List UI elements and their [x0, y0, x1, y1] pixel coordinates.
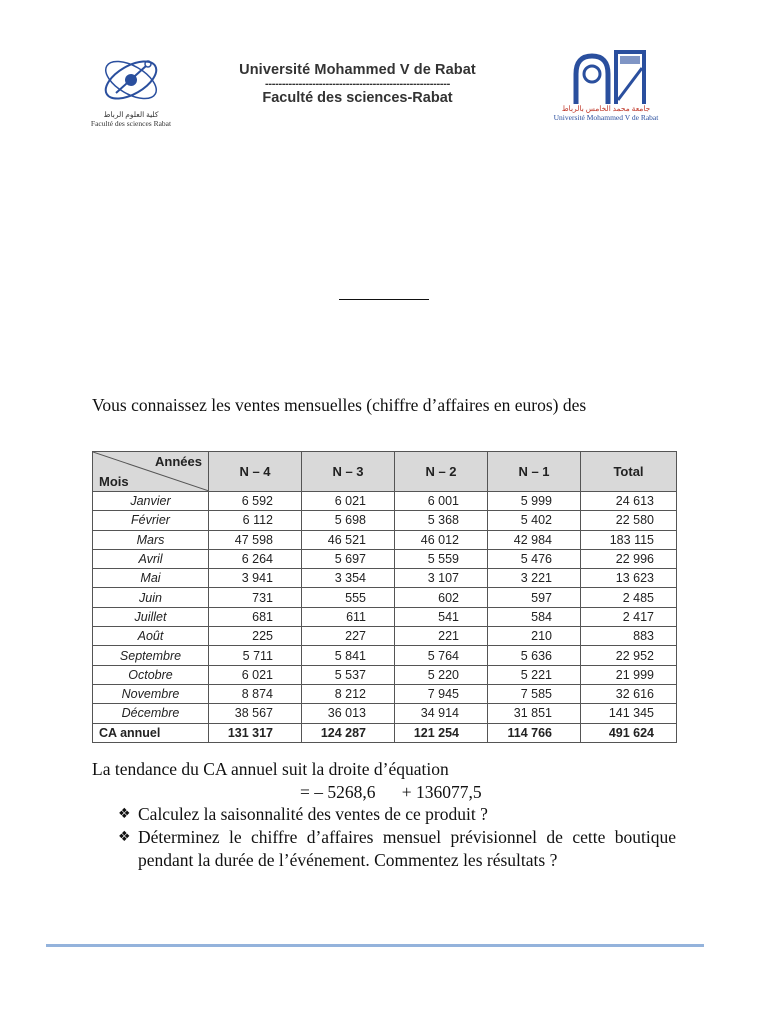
- value-cell: 8 874: [209, 684, 302, 703]
- value-cell: 5 636: [488, 646, 581, 665]
- value-cell: 5 698: [302, 511, 395, 530]
- table-row: [93, 704, 677, 723]
- value-cell: 5 697: [302, 549, 395, 568]
- month-cell: Septembre: [93, 646, 209, 665]
- table-row: [93, 646, 677, 665]
- total-cell: 141 345: [581, 704, 677, 723]
- value-cell: 681: [209, 607, 302, 626]
- value-cell: 46 012: [395, 530, 488, 549]
- value-cell: 114 766: [488, 723, 581, 742]
- question-item: [118, 826, 676, 872]
- value-cell: 3 941: [209, 569, 302, 588]
- value-cell: 3 354: [302, 569, 395, 588]
- table-row: [93, 665, 677, 684]
- table-body: [93, 492, 677, 743]
- faculty-logo-caption-ar: كلية العلوم الرباط: [103, 110, 159, 119]
- total-cell: 32 616: [581, 684, 677, 703]
- value-cell: 541: [395, 607, 488, 626]
- value-cell: 7 945: [395, 684, 488, 703]
- table-row: [93, 511, 677, 530]
- question-text: Déterminez le chiffre d’affaires mensuel prévisionnel de cette boutique pendant la durée de l’événement. Commentez les résultats ?: [138, 827, 676, 870]
- value-cell: 5 476: [488, 549, 581, 568]
- table-row: [93, 607, 677, 626]
- diamond-bullet-icon: ❖: [118, 829, 131, 845]
- column-header: Total: [581, 452, 677, 492]
- month-cell: Décembre: [93, 704, 209, 723]
- column-header: N – 4: [209, 452, 302, 492]
- total-cell: 2 417: [581, 607, 677, 626]
- table-row: [93, 492, 677, 511]
- value-cell: 611: [302, 607, 395, 626]
- value-cell: 225: [209, 627, 302, 646]
- month-cell: Avril: [93, 549, 209, 568]
- value-cell: 227: [302, 627, 395, 646]
- month-cell: Mai: [93, 569, 209, 588]
- month-cell: Juin: [93, 588, 209, 607]
- diamond-bullet-icon: ❖: [118, 806, 131, 822]
- total-cell: 2 485: [581, 588, 677, 607]
- value-cell: 5 764: [395, 646, 488, 665]
- month-cell: Juillet: [93, 607, 209, 626]
- value-cell: 5 841: [302, 646, 395, 665]
- value-cell: 3 107: [395, 569, 488, 588]
- table-row: [93, 569, 677, 588]
- value-cell: 6 021: [209, 665, 302, 684]
- table-corner-cell: [93, 452, 209, 492]
- value-cell: 5 402: [488, 511, 581, 530]
- sales-table-container: [92, 451, 676, 743]
- table-row: [93, 549, 677, 568]
- value-cell: 6 592: [209, 492, 302, 511]
- value-cell: 7 585: [488, 684, 581, 703]
- value-cell: 5 220: [395, 665, 488, 684]
- value-cell: 584: [488, 607, 581, 626]
- value-cell: 555: [302, 588, 395, 607]
- month-cell: Mars: [93, 530, 209, 549]
- value-cell: 5 368: [395, 511, 488, 530]
- faculty-logo-caption-fr: Faculté des sciences Rabat: [90, 119, 172, 128]
- value-cell: 34 914: [395, 704, 488, 723]
- total-label-cell: CA annuel: [93, 723, 209, 742]
- trend-equation: = – 5268,6 + 136077,5: [300, 782, 482, 802]
- total-cell: 491 624: [581, 723, 677, 742]
- total-cell: 13 623: [581, 569, 677, 588]
- faculty-name: Faculté des sciences-Rabat: [262, 90, 453, 106]
- column-header: N – 2: [395, 452, 488, 492]
- total-cell: 21 999: [581, 665, 677, 684]
- value-cell: 121 254: [395, 723, 488, 742]
- table-row: [93, 627, 677, 646]
- total-cell: 183 115: [581, 530, 677, 549]
- value-cell: 5 221: [488, 665, 581, 684]
- university-logo: [540, 44, 672, 134]
- faculty-logo: [88, 48, 174, 138]
- value-cell: 5 999: [488, 492, 581, 511]
- header-title: [205, 62, 510, 106]
- total-cell: 22 996: [581, 549, 677, 568]
- value-cell: 31 851: [488, 704, 581, 723]
- footer-divider: [46, 944, 704, 947]
- title-underline: [339, 299, 429, 300]
- value-cell: 38 567: [209, 704, 302, 723]
- page-header: [0, 40, 768, 140]
- month-cell: Octobre: [93, 665, 209, 684]
- corner-label-years: Années: [155, 454, 202, 469]
- value-cell: 731: [209, 588, 302, 607]
- value-cell: 602: [395, 588, 488, 607]
- value-cell: 46 521: [302, 530, 395, 549]
- table-total-row: [93, 723, 677, 742]
- value-cell: 5 559: [395, 549, 488, 568]
- value-cell: 3 221: [488, 569, 581, 588]
- table-row: [93, 684, 677, 703]
- value-cell: 47 598: [209, 530, 302, 549]
- month-cell: Novembre: [93, 684, 209, 703]
- column-header: N – 3: [302, 452, 395, 492]
- column-header: N – 1: [488, 452, 581, 492]
- sales-table: [92, 451, 677, 743]
- header-separator: -------------------------------------------------------: [265, 78, 450, 90]
- question-list: [118, 803, 676, 872]
- total-cell: 24 613: [581, 492, 677, 511]
- value-cell: 131 317: [209, 723, 302, 742]
- question-text: Calculez la saisonnalité des ventes de ce produit ?: [138, 804, 488, 824]
- value-cell: 36 013: [302, 704, 395, 723]
- month-cell: Février: [93, 511, 209, 530]
- value-cell: 6 264: [209, 549, 302, 568]
- university-name: Université Mohammed V de Rabat: [239, 62, 476, 78]
- university-logo-caption-ar: جامعة محمد الخامس بالرباط: [561, 104, 651, 113]
- value-cell: 8 212: [302, 684, 395, 703]
- value-cell: 5 537: [302, 665, 395, 684]
- value-cell: 5 711: [209, 646, 302, 665]
- corner-label-months: Mois: [99, 474, 129, 489]
- month-cell: Août: [93, 627, 209, 646]
- trend-sentence: La tendance du CA annuel suit la droite d’équation: [92, 759, 449, 779]
- value-cell: 42 984: [488, 530, 581, 549]
- month-cell: Janvier: [93, 492, 209, 511]
- intro-paragraph: Vous connaissez les ventes mensuelles (chiffre d’affaires en euros) des: [92, 395, 587, 415]
- value-cell: 6 112: [209, 511, 302, 530]
- table-row: [93, 588, 677, 607]
- total-cell: 22 580: [581, 511, 677, 530]
- question-item: [118, 803, 676, 826]
- university-logo-caption-fr: Université Mohammed V de Rabat: [553, 113, 659, 122]
- table-header-row: [93, 452, 677, 492]
- total-cell: 883: [581, 627, 677, 646]
- value-cell: 6 001: [395, 492, 488, 511]
- value-cell: 124 287: [302, 723, 395, 742]
- table-row: [93, 530, 677, 549]
- total-cell: 22 952: [581, 646, 677, 665]
- value-cell: 597: [488, 588, 581, 607]
- value-cell: 6 021: [302, 492, 395, 511]
- value-cell: 210: [488, 627, 581, 646]
- value-cell: 221: [395, 627, 488, 646]
